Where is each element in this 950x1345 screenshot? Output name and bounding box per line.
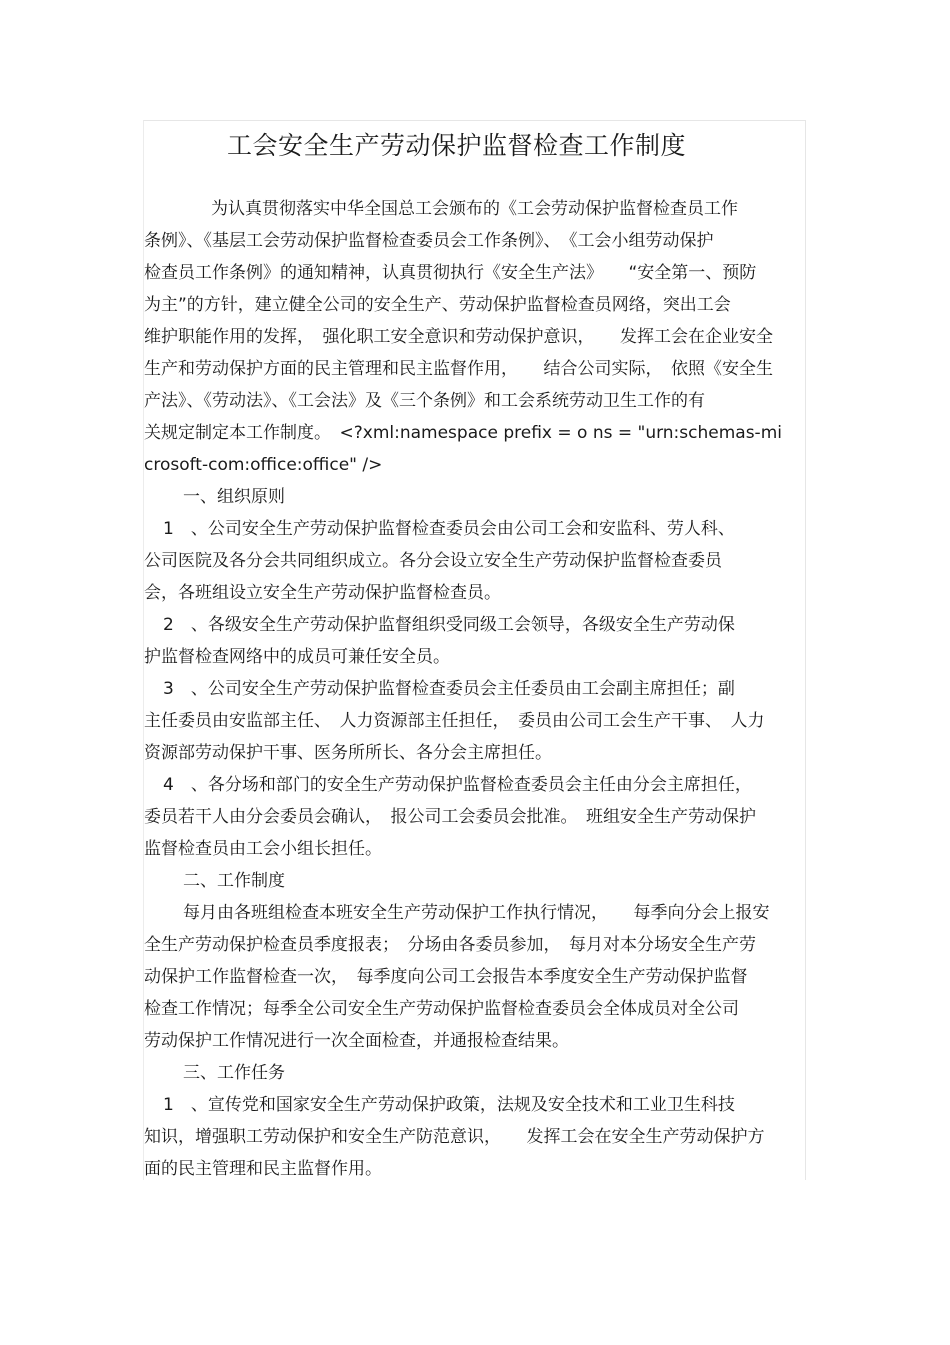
text-line: 护监督检查网络中的成员可兼任安全员。	[144, 647, 450, 667]
text-line: 4 、各分场和部门的安全生产劳动保护监督检查委员会主任由分会主席担任，	[163, 775, 752, 795]
text-line: 2 、各级安全生产劳动保护监督组织受同级工会领导，各级安全生产劳动保	[163, 615, 735, 635]
text-line: 监督检查员由工会小组长担任。	[144, 839, 382, 859]
section-heading: 二、工作制度	[183, 871, 285, 891]
text-line: 产法》、《劳动法》、《工会法》及《三个条例》和工会系统劳动卫生工作的有	[144, 391, 705, 411]
text-line: 1 、宣传党和国家安全生产劳动保护政策，法规及安全技术和工业卫生科技	[163, 1095, 735, 1115]
text-line: 3 、公司安全生产劳动保护监督检查委员会主任委员由工会副主席担任；副	[163, 679, 735, 699]
section-heading: 三、工作任务	[183, 1063, 285, 1083]
text-line: 动保护工作监督检查一次， 每季度向公司工会报告本季度安全生产劳动保护监督	[144, 967, 748, 987]
text-line: 为主”的方针，建立健全公司的安全生产、劳动保护监督检查员网络，突出工会	[144, 295, 731, 315]
text-line: 主任委员由安监部主任、 人力资源部主任担任， 委员由公司工会生产干事、 人力	[144, 711, 765, 731]
text-line: 检查员工作条例》的通知精神，认真贯彻执行《安全生产法》 “安全第一、预防	[144, 263, 757, 283]
text-line: 关规定制定本工作制度。 <?xml:namespace prefix = o ns = "urn:schemas-mi	[144, 423, 782, 443]
text-line: 维护职能作用的发挥， 强化职工安全意识和劳动保护意识， 发挥工会在企业安全	[144, 327, 773, 347]
document-title: 工会安全生产劳动保护监督检查工作制度	[226, 131, 686, 160]
text-line: 生产和劳动保护方面的民主管理和民主监督作用， 结合公司实际， 依照《安全生	[144, 359, 773, 379]
text-line: 面的民主管理和民主监督作用。	[144, 1159, 382, 1179]
text-line: 资源部劳动保护干事、医务所所长、各分会主席担任。	[144, 743, 552, 763]
text-line: 公司医院及各分会共同组织成立。各分会设立安全生产劳动保护监督检查委员	[144, 551, 722, 571]
text-line: 知识，增强职工劳动保护和安全生产防范意识， 发挥工会在安全生产劳动保护方	[144, 1127, 765, 1147]
text-line: 委员若干人由分会委员会确认， 报公司工会委员会批准。 班组安全生产劳动保护	[144, 807, 756, 827]
text-line: 劳动保护工作情况进行一次全面检查，并通报检查结果。	[144, 1031, 569, 1051]
section-heading: 一、组织原则	[183, 487, 285, 507]
text-line: 检查工作情况；每季全公司安全生产劳动保护监督检查委员会全体成员对全公司	[144, 999, 739, 1019]
text-line: crosoft-com:office:office" />	[144, 455, 383, 475]
text-line: 每月由各班组检查本班安全生产劳动保护工作执行情况， 每季向分会上报安	[183, 903, 770, 923]
text-line: 会，各班组设立安全生产劳动保护监督检查员。	[144, 583, 501, 603]
text-line: 为认真贯彻落实中华全国总工会颁布的《工会劳动保护监督检查员工作	[211, 199, 738, 219]
text-line: 1 、公司安全生产劳动保护监督检查委员会由公司工会和安监科、劳人科、	[163, 519, 735, 539]
text-line: 条例》、《基层工会劳动保护监督检查委员会工作条例》、 《工会小组劳动保护	[144, 231, 714, 251]
text-line: 全生产劳动保护检查员季度报表； 分场由各委员参加， 每月对本分场安全生产劳	[144, 935, 756, 955]
